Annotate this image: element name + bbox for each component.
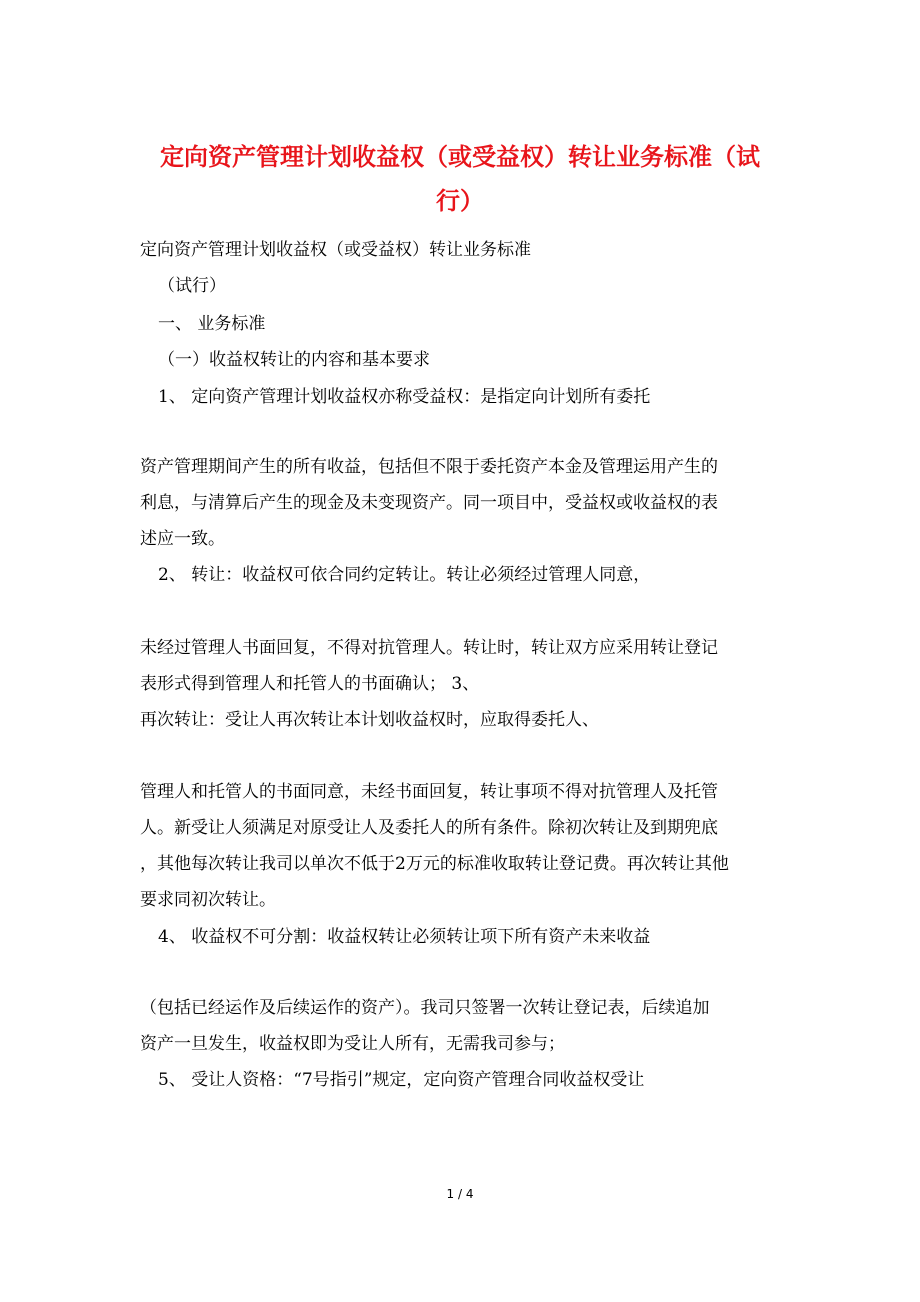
document-title xyxy=(140,135,780,223)
title-line-2: 行） xyxy=(436,187,484,215)
body-line: 再次转让：受让人再次转让本计划收益权时，应取得委托人、 xyxy=(140,710,599,730)
body-line: 一、 业务标准 xyxy=(158,314,266,334)
page-number: 1 / 4 xyxy=(446,1187,474,1201)
body-line: 定向资产管理计划收益权（或受益权）转让业务标准 xyxy=(140,240,531,260)
title-line-1: 定向资产管理计划收益权（或受益权）转让业务标准（试 xyxy=(160,143,760,171)
body-line: 2、 转让：收益权可依合同约定转让。转让必须经过管理人同意， xyxy=(158,565,651,585)
body-line: （试行） xyxy=(158,276,226,296)
body-line: 表形式得到管理人和托管人的书面确认； 3、 xyxy=(140,674,480,694)
body-line: 资产一旦发生，收益权即为受让人所有，无需我司参与； xyxy=(140,1034,565,1054)
body-line: 4、 收益权不可分割：收益权转让必须转让项下所有资产未来收益 xyxy=(158,927,651,947)
body-line: 资产管理期间产生的所有收益，包括但不限于委托资产本金及管理运用产生的 xyxy=(140,457,718,477)
body-line: 人。新受让人须满足对原受让人及委托人的所有条件。除初次转让及到期兜底 xyxy=(140,818,718,838)
body-line: 管理人和托管人的书面同意，未经书面回复，转让事项不得对抗管理人及托管 xyxy=(140,782,718,802)
body-line: （包括已经运作及后续运作的资产）。我司只签署一次转让登记表，后续追加 xyxy=(140,998,710,1018)
body-line: （一）收益权转让的内容和基本要求 xyxy=(158,350,430,370)
body-line: 利息，与清算后产生的现金及未变现资产。同一项目中，受益权或收益权的表 xyxy=(140,493,718,513)
body-line: 要求同初次转让。 xyxy=(140,890,276,910)
body-line: 述应一致。 xyxy=(140,529,225,549)
body-line: 5、 受让人资格：“7号指引”规定，定向资产管理合同收益权受让 xyxy=(158,1070,645,1090)
body-line: ，其他每次转让我司以单次不低于2万元的标准收取转让登记费。再次转让其他 xyxy=(140,854,729,874)
body-line: 未经过管理人书面回复，不得对抗管理人。转让时，转让双方应采用转让登记 xyxy=(140,638,718,658)
body-line: 1、 定向资产管理计划收益权亦称受益权：是指定向计划所有委托 xyxy=(158,387,651,407)
